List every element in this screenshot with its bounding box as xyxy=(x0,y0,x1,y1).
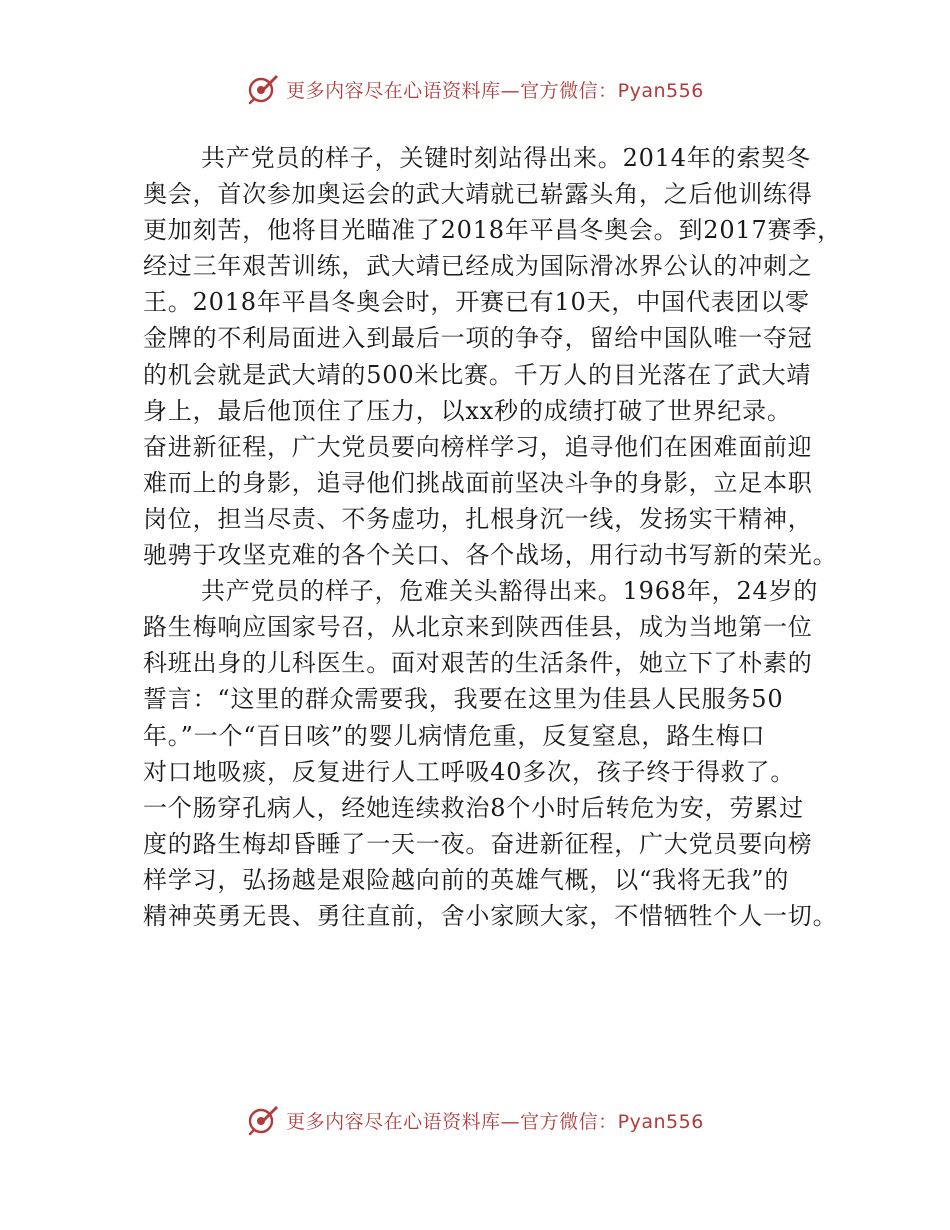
header-banner xyxy=(0,72,950,106)
body-line: 王。2018年平昌冬奥会时，开赛已有10天，中国代表团以零 xyxy=(143,288,810,317)
body-line: 驰骋于攻坚克难的各个关口、各个战场，用行动书写新的荣光。 xyxy=(143,541,838,570)
body-line: 样学习，弘扬越是艰险越向前的英雄气概，以“我将无我”的 xyxy=(143,865,790,894)
body-line: 奥会，首次参加奥运会的武大靖就已崭露头角，之后他训练得 xyxy=(143,180,813,209)
body-line: 身上，最后他顶住了压力，以xx秒的成绩打破了世界纪录。 xyxy=(143,396,792,425)
footer-banner xyxy=(0,1103,950,1137)
body-line: 难而上的身影，追寻他们挑战面前坚决斗争的身影，立足本职 xyxy=(143,468,813,497)
pen-logo-icon xyxy=(246,1103,280,1137)
body-line: 科班出身的儿科医生。面对艰苦的生活条件，她立下了朴素的 xyxy=(143,649,813,678)
body-line: 金牌的不利局面进入到最后一项的争夺，留给中国队唯一夺冠 xyxy=(143,324,813,353)
header-banner-text: 更多内容尽在心语资料库—官方微信：Pyan556 xyxy=(286,79,704,102)
body-line: 度的路生梅却昏睡了一天一夜。奋进新征程，广大党员要向榜 xyxy=(143,829,813,858)
body-line: 的机会就是武大靖的500米比赛。千万人的目光落在了武大靖 xyxy=(143,360,812,389)
body-line: 岗位，担当尽责、不务虚功，扎根身沉一线，发扬实干精神， xyxy=(143,504,813,533)
footer-banner-text: 更多内容尽在心语资料库—官方微信：Pyan556 xyxy=(286,1110,704,1133)
body-line: 精神英勇无畏、勇往直前，舍小家顾大家，不惜牺牲个人一切。 xyxy=(143,901,838,930)
document-body xyxy=(143,140,842,934)
body-line: 更加刻苦，他将目光瞄准了2018年平昌冬奥会。到2017赛季， xyxy=(143,216,842,245)
body-line: 共产党员的样子，关键时刻站得出来。2014年的索契冬 xyxy=(201,144,811,172)
body-line: 誓言：“这里的群众需要我，我要在这里为佳县人民服务50 xyxy=(143,685,784,714)
body-line: 经过三年艰苦训练，武大靖已经成为国际滑冰界公认的冲刺之 xyxy=(143,252,813,281)
body-line: 对口地吸痰，反复进行人工呼吸40多次，孩子终于得救了。 xyxy=(143,757,796,786)
body-line: 年。”一个“百日咳”的婴儿病情危重，反复窒息，路生梅口 xyxy=(143,721,766,750)
body-line: 共产党员的样子，危难关头豁得出来。1968年，24岁的 xyxy=(201,577,819,606)
body-line: 一个肠穿孔病人，经她连续救治8个小时后转危为安，劳累过 xyxy=(143,793,804,822)
pen-logo-icon xyxy=(246,72,280,106)
body-line: 奋进新征程，广大党员要向榜样学习，追寻他们在困难面前迎 xyxy=(143,432,813,461)
body-line: 路生梅响应国家号召，从北京来到陕西佳县，成为当地第一位 xyxy=(143,613,813,642)
